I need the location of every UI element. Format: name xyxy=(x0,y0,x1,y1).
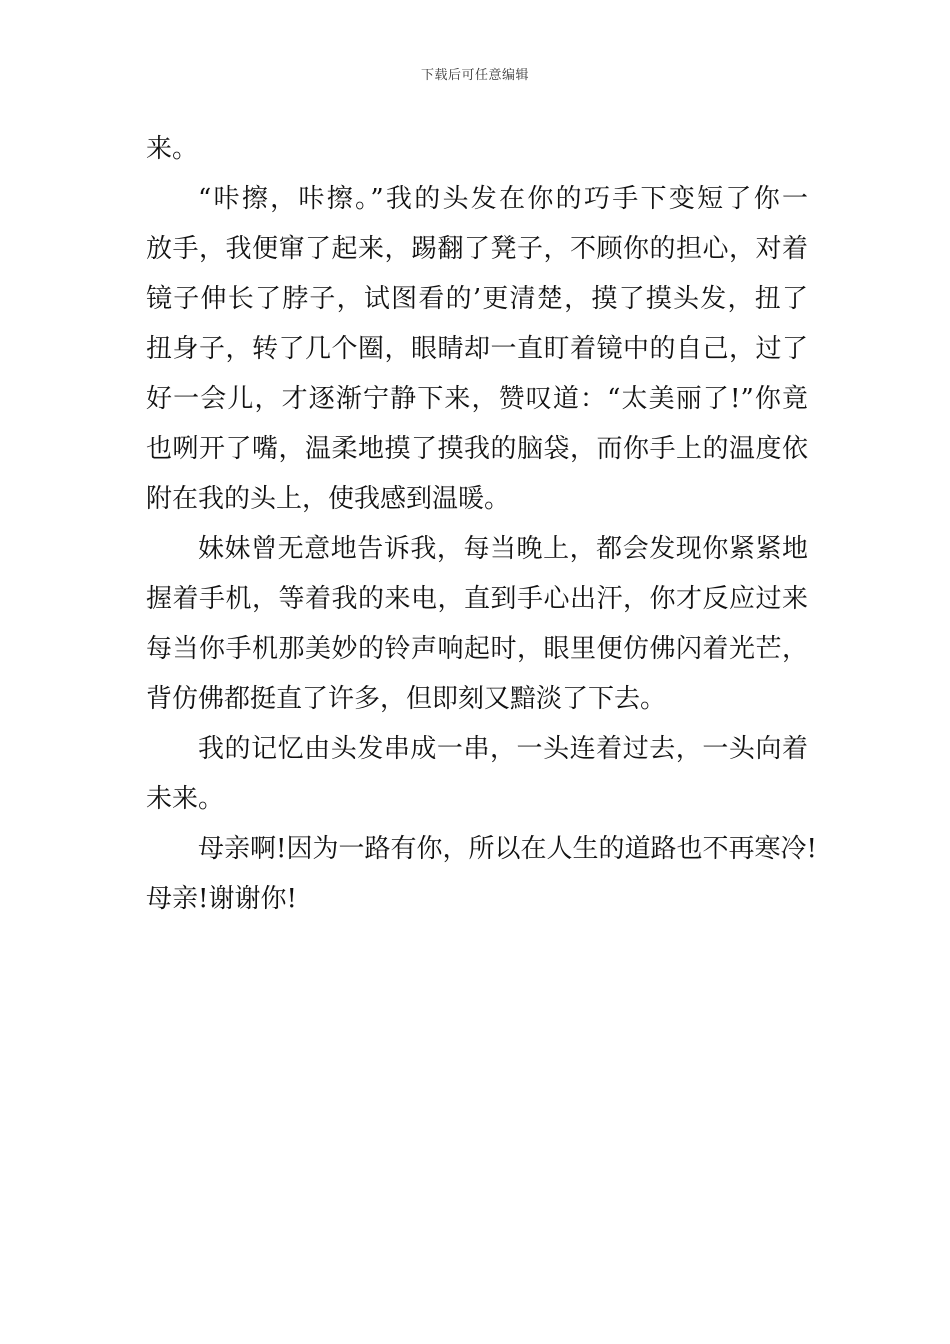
page-header: 下载后可任意编辑 xyxy=(420,68,529,83)
text-line: 好一会儿，才逐渐宁静下来，赞叹道：“太美丽了!”你竟 xyxy=(146,384,808,414)
text-line: 也咧开了嘴，温柔地摸了摸我的脑袋，而你手上的温度依 xyxy=(146,434,808,464)
text-line: 未来。 xyxy=(146,784,225,814)
text-line: 背仿佛都挺直了许多，但即刻又黯淡了下去。 xyxy=(146,684,667,714)
text-line: 放手，我便窜了起来，踢翻了凳子，不顾你的担心，对着 xyxy=(146,234,808,264)
text-line: 扭身子，转了几个圈，眼睛却一直盯着镜中的自己，过了 xyxy=(146,334,808,364)
text-line: 每当你手机那美妙的铃声响起时，眼里便仿佛闪着光芒， xyxy=(146,634,808,664)
text-line: 来。 xyxy=(146,134,199,164)
text-line: 母亲!谢谢你! xyxy=(146,884,297,914)
text-line: 母亲啊!因为一路有你，所以在人生的道路也不再寒冷! xyxy=(198,834,817,864)
text-line: 我的记忆由头发串成一串，一头连着过去，一头向着 xyxy=(198,734,808,764)
text-line: 妹妹曾无意地告诉我，每当晚上，都会发现你紧紧地 xyxy=(198,534,808,564)
document-body xyxy=(146,124,817,924)
text-line: 附在我的头上，使我感到温暖。 xyxy=(146,484,511,514)
text-line: 握着手机，等着我的来电，直到手心出汗，你才反应过来 xyxy=(146,584,808,614)
text-line: “咔擦，咔擦。”我的头发在你的巧手下变短了你一 xyxy=(198,184,808,214)
text-line: 镜子伸长了脖子，试图看的’更清楚，摸了摸头发，扭了 xyxy=(146,284,808,314)
